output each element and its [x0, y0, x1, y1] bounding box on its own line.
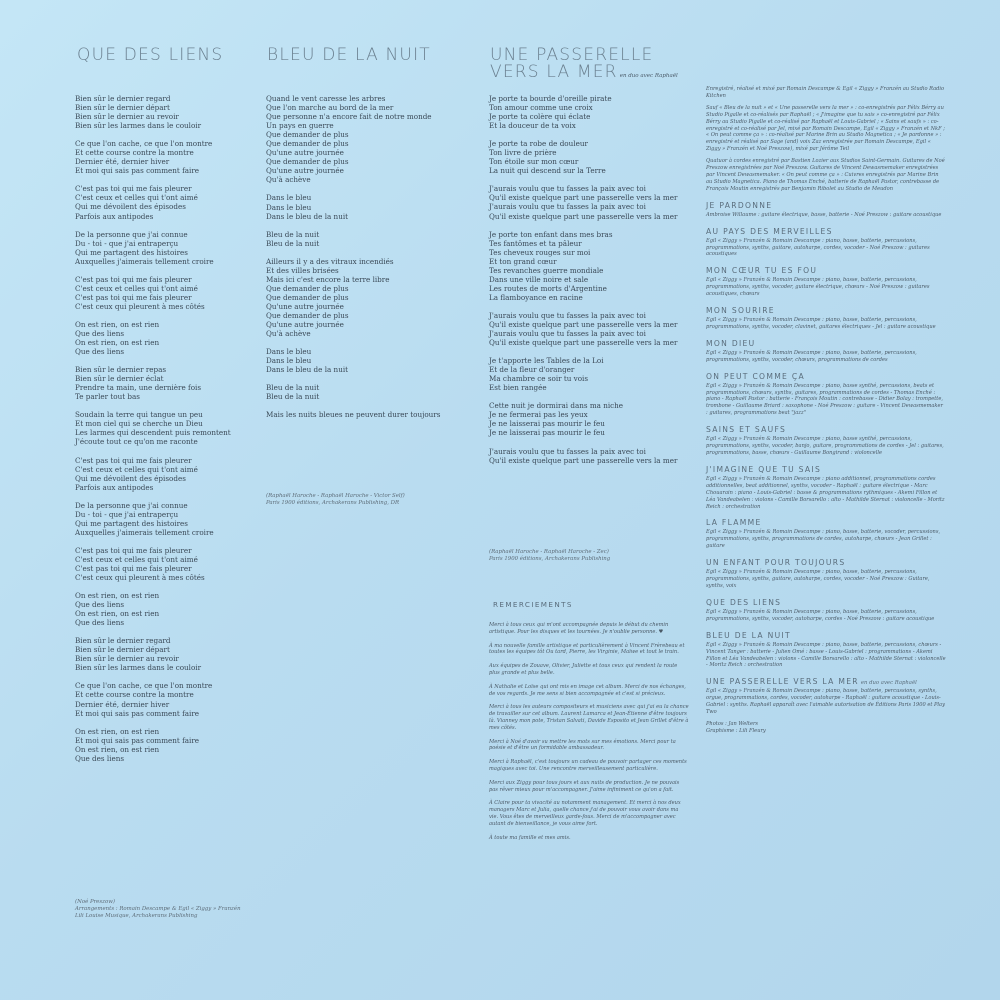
remerciements-paragraph: Merci à tous les auteurs compositeurs et musiciens avec qui j'ai eu la chance de travailler sur cet album. Laurent Lamarca et Jean-Étienne d'être toujours là. Vianney mon pote, Tristan Salvati, Davide Esposito et Jean Grillet d'être à mes côtés. — [489, 704, 689, 731]
lyric-line: On est rien, on est rien — [75, 591, 160, 601]
credits-track-title-text: QUE DES LIENS — [706, 597, 782, 607]
lyric-line: La nuit qui descend sur la Terre — [489, 166, 606, 176]
lyric-line: Qui me partagent des histoires — [75, 247, 188, 257]
lyric-stanza — [75, 456, 231, 492]
lyric-line: Bien sûr le dernier regard — [75, 94, 171, 103]
lyric-line: Prendre ta main, une dernière fois — [75, 383, 202, 393]
song-title-bleu-de-la-nuit: BLEU DE LA NUIT — [267, 45, 431, 65]
lyric-line: Bien sûr le dernier repas — [75, 365, 167, 375]
credits-track-title — [706, 306, 946, 315]
lyric-line: Et de la fleur d'oranger — [489, 365, 575, 375]
lyric-line: C'est ceux et celles qui t'ont aimé — [75, 283, 198, 293]
lyric-line: Les routes de morts d'Argentine — [489, 283, 607, 293]
lyric-line: Bien sûr le dernier départ — [75, 103, 170, 113]
lyric-stanza — [266, 383, 440, 401]
credits-track-text: Egil « Ziggy » Franzén & Romain Descampe : piano, basse, batterie, percussions, programmations, synths, guitare, autoharpe, cordes, vocoder - Noé Preszow : guitares acoustiques — [706, 237, 930, 258]
lyric-line: Qu'à achève — [266, 329, 311, 339]
lyric-line: De la personne que j'ai connue — [75, 229, 188, 239]
credits-track-title — [706, 266, 946, 275]
lyric-line: Bleu de la nuit — [266, 238, 320, 248]
lyric-stanza — [266, 347, 440, 374]
lyric-line: Bien sûr le dernier éclat — [75, 374, 164, 384]
lyric-line: Et moi qui sais pas comment faire — [75, 708, 200, 718]
lyric-line: Que demander de plus — [266, 157, 349, 167]
lyric-stanza — [75, 546, 231, 582]
lyric-line: Je porte ta robe de douleur — [489, 139, 588, 149]
lyric-line: Qu'il existe quelque part une passerelle vers la mer — [489, 319, 678, 329]
lyric-line: J'aurais voulu que tu fasses la paix avec toi — [489, 310, 646, 320]
credit-bleu-de-la-nuit — [266, 493, 405, 507]
lyric-line: Ailleurs il y a des vitraux incendiés — [266, 256, 394, 266]
lyric-line: Que l'on marche au bord de la mer — [266, 103, 394, 113]
lyric-line: Dans le bleu de la nuit — [266, 211, 349, 221]
credits-track-title-text: AU PAYS DES MERVEILLES — [706, 226, 833, 236]
lyric-stanza — [75, 139, 231, 175]
credit-line: (Noé Preszow) — [75, 899, 115, 905]
lyric-stanza — [75, 184, 231, 220]
credits-track-title-text: J'IMAGINE QUE TU SAIS — [706, 464, 822, 474]
lyric-line: Est bien rangée — [489, 383, 547, 393]
lyric-line: Dernier été, dernier hiver — [75, 157, 170, 167]
credit-line: Lili Louise Musique, Archakerans Publishing — [75, 913, 198, 920]
lyric-line: Dans le bleu — [266, 356, 312, 366]
lyric-line: Ce que l'on cache, ce que l'on montre — [75, 681, 213, 691]
credits-track-title-text: MON SOURIRE — [706, 306, 775, 316]
lyric-line: Je t'apporte les Tables de la Loi — [489, 356, 604, 366]
duo-mention: en duo avec Raphaël — [619, 73, 678, 79]
lyric-stanza — [75, 410, 231, 446]
lyric-line: Ton livre de prière — [489, 148, 557, 158]
lyric-line: Tes revanches guerre mondiale — [489, 265, 604, 275]
lyric-line: Que demander de plus — [266, 310, 349, 320]
credits-intro-paragraph: Quatuor à cordes enregistré par Bastien Lozier aux Studios Saint-Germain. Guitares de Noé Preszow enregistrées par Noé Preszow. Guitares de Vincent Dewasmemaker enregistrées par Vincent Dewasmemaker. « On peut comme ça » : Cuivres enregistrés par Marine Brin au Studio Magnetica. Piano de Thomas Enché, batterie de Raphaël Pastor, contrebasse de François Moutin enregistrés par Benjamin Ribolet au Studio de Meudon — [706, 158, 945, 192]
lyric-stanza — [75, 636, 231, 672]
credit-line: (Raphaël Haroche - Raphaël Haroche - Victor Self) — [266, 493, 405, 499]
lyric-line: Qu'une autre journée — [266, 320, 344, 330]
lyric-line: Qui me dévoilent des épisodes — [75, 202, 186, 212]
lyric-line: Que demander de plus — [266, 139, 349, 149]
credits-track-text: Egil « Ziggy » Franzén & Romain Descampe : piano, basse, batterie, percussions, programmations, synths, vocoder, autoharpe, cordes - Noé Preszow : guitare acoustique — [706, 608, 935, 622]
lyric-line: Qu'une autre journée — [266, 301, 344, 311]
lyric-line: Qu'une autre journée — [266, 148, 344, 158]
lyric-line: Que demander de plus — [266, 130, 349, 140]
lyric-line: C'est pas toi qui me fais pleurer — [75, 274, 192, 284]
credits-track-text: Egil « Ziggy » Franzén & Romain Descampe : piano, basse synthé, percussions, beats et programmations, chœurs, synths, guitares, programmations de cordes - Thomas Enché : piano - Raphaël Pastor : batterie - François Moutin : contrebasse - Didier Bolay : trompette, trombone - Guillaume Briard : saxophone - Noé Preszow : guitare - Vincent Dewasmemaker : guitares, programmations beat "jazz" — [706, 382, 943, 417]
lyric-line: Bien sûr le dernier regard — [75, 636, 171, 646]
lyric-line: Qui me partagent des histoires — [75, 518, 188, 528]
lyric-line: Ce que l'on cache, ce que l'on montre — [75, 139, 213, 149]
lyric-line: Ton amour comme une croix — [489, 103, 593, 113]
lyric-stanza — [266, 193, 440, 220]
lyrics-que-des-liens — [75, 94, 231, 772]
lyric-line: Que des liens — [75, 753, 125, 763]
lyric-line: Et cette course contre la montre — [75, 690, 194, 700]
lyrics-une-passerelle-vers-la-mer — [489, 94, 677, 474]
credits-track-duo: en duo avec Raphaël — [860, 680, 917, 687]
lyric-line: Du - toi - que j'ai entraperçu — [75, 509, 179, 519]
lyric-line: Et la douceur de ta voix — [489, 121, 576, 131]
credit-line: Arrangements : Romain Descampe & Egil « Ziggy » Franzén — [75, 906, 241, 913]
credits-track-title-text: MON CŒUR TU ES FOU — [706, 266, 818, 276]
credits-track-title — [706, 677, 946, 686]
lyric-line: On est rien, on est rien — [75, 319, 160, 329]
lyric-stanza — [266, 410, 440, 419]
lyric-line: Qu'il existe quelque part une passerelle vers la mer — [489, 338, 678, 348]
lyric-stanza — [489, 356, 677, 392]
lyric-line: Et cette course contre la montre — [75, 148, 194, 158]
lyric-line: Te parler tout bas — [75, 392, 140, 402]
lyric-line: Bien sûr les larmes dans le couloir — [75, 121, 202, 131]
credits-intro-paragraph: Enregistré, réalisé et mixé par Romain Descampe & Egil « Ziggy » Franzén au Studio Radio Kitchen — [706, 86, 945, 99]
lyric-line: C'est pas toi qui me fais pleurer — [75, 292, 192, 302]
remerciements-title: REMERCIEMENTS — [493, 600, 573, 609]
credits-intro-paragraph: Sauf « Bleu de la nuit » et « Une passerelle vers la mer » : co-enregistrés par Félix Bérry au Studio Pigalle et co-réalisés par Raphaël ; « J'imagine que tu sais » co-enregistré par Félix Bérry au Studio Pigalle et co-réalisé par Raphaël et Louis-Gabriel ; « Sains et saufs » : co-enregistré et co-réalisé par Jel, mixé par Romain Descampe, Egil « Ziggy » Franzén et NkF ; « On peut comme ça » : co-réalisé par Marine Brin au Studio Magnetica ; « Je pardonne » : enregistré et réalisé par Sage (and) voix Zaz enregistrée par Romain Descampe, Egil « Ziggy » Franzén et Noé Preszow), mixé par Jérôme Teil — [706, 104, 946, 153]
lyric-line: Dans le bleu — [266, 347, 312, 357]
lyric-line: C'est ceux qui pleurent à mes côtés — [75, 573, 205, 583]
lyric-stanza — [489, 401, 677, 437]
lyric-line: Auxquelles j'aimerais tellement croire — [75, 256, 214, 266]
lyric-line: Tes cheveux rouges sur moi — [489, 247, 591, 257]
lyric-line: J'écoute tout ce qu'on me raconte — [75, 437, 198, 447]
lyric-line: C'est pas toi qui me fais pleurer — [75, 563, 192, 573]
lyric-line: Que personne n'a encore fait de notre monde — [266, 112, 432, 122]
credits-track-text: Egil « Ziggy » Franzén & Romain Descampe : piano, basse, batterie, percussions, programmations, synths, guitare, autoharpe, cordes, vocoder - Noé Preszow : Guitare, synths, voix — [706, 569, 930, 589]
lyric-stanza — [266, 230, 440, 248]
credits-track-text: Egil « Ziggy » Franzén & Romain Descampe : piano additionnel, programmations cordes additionnelles, beat additionnel, synths, vocoder - Raphaël : guitare électrique - Marc Chouarain : piano - Louis-Gabriel : basse & programmations rythmiques - Akemi Fillon et Léa Vandeabelen : violons - Camille Borsarello : alto - Mathilde Sternat : violoncelle - Moritz Reich : orchestration — [706, 475, 945, 510]
lyric-line: Je ne laisserai pas mourir le feu — [489, 419, 605, 429]
lyric-line: Ma chambre ce soir tu vois — [489, 374, 589, 384]
lyric-line: Dans le bleu — [266, 202, 312, 212]
credit-que-des-liens — [75, 899, 241, 921]
lyric-line: J'aurais voulu que tu fasses la paix avec toi — [489, 202, 646, 212]
song-title-que-des-liens: QUE DES LIENS — [77, 45, 224, 65]
lyric-line: Je porte ta bourde d'oreille pirate — [489, 94, 612, 103]
lyric-line: Et moi qui sais pas comment faire — [75, 735, 200, 745]
remerciements-paragraph: À toute ma famille et mes amis. — [489, 834, 571, 841]
lyric-line: Qu'à achève — [266, 175, 311, 185]
lyric-line: Mais les nuits bleues ne peuvent durer toujours — [266, 410, 441, 420]
lyric-stanza — [75, 681, 231, 717]
credits-track-text: Egil « Ziggy » Franzén & Romain Descampe : piano, basse, batterie, vocoder, percussions, programmations, synths, programmations de cordes, autoharpe, chœurs - Jean Grillet : guitare — [706, 529, 941, 550]
credit-line: Paris 1900 éditions, Archakerans Publishing, DR — [266, 500, 400, 507]
lyric-line: Que des liens — [75, 600, 125, 610]
lyric-stanza — [489, 94, 677, 130]
credits-track-text: Egil « Ziggy » Franzén & Romain Descampe : piano, basse, batterie, percussions, programmations, synths, vocoder, guitare électrique, chœurs - Noé Preszow : guitares acoustiques, chœurs — [706, 277, 930, 298]
remerciements-paragraph: Merci à tous ceux qui m'ont accompagnée depuis le début du chemin artistique. Pour les disques et les tournées. Je n'oublie personne. ♥ — [489, 622, 669, 635]
credits-track-title — [706, 465, 946, 474]
credits-track-title-text: UN ENFANT POUR TOUJOURS — [706, 558, 846, 568]
song-title-une-passerelle-line2 — [490, 64, 678, 85]
lyric-line: Que demander de plus — [266, 292, 349, 302]
lyric-line: Bien sûr le dernier au revoir — [75, 112, 179, 122]
lyric-line: Parfois aux antipodes — [75, 482, 154, 492]
lyric-line: C'est pas toi qui me fais pleurer — [75, 184, 192, 194]
lyric-line: Je ne fermerai pas les yeux — [489, 410, 588, 420]
lyric-line: Ton étoile sur mon cœur — [489, 157, 579, 167]
lyric-stanza — [489, 139, 677, 175]
lyric-line: Et ton grand cœur — [489, 256, 557, 266]
lyric-line: La flamboyance en racine — [489, 292, 583, 302]
lyric-line: Bleu de la nuit — [266, 392, 320, 402]
credits-track-text: Egil « Ziggy » Franzén & Romain Descampe : piano, basse, batterie, percussions, chœurs - Vincent Tanger : batterie - Julien Omé : basse - Louis-Gabriel : programmations - Akemi Fillon et Léa Vandeabelen : violons - Camille Borsarello : alto - Mathilde Sternat : violoncelle - Moritz Reich : orchestration — [706, 641, 946, 669]
lyric-line: On est rien, on est rien — [75, 744, 160, 754]
lyric-line: Tes fantômes et ta pâleur — [489, 238, 582, 248]
lyrics-bleu-de-la-nuit — [266, 94, 440, 428]
remerciements-paragraph: À Nathalie et Loïse qui ont mis en image cet album. Merci de nos échanges, de vos regards. Je me sens si bien accompagnée et c'est si précieux. — [489, 683, 686, 697]
credits-track-title-text: ON PEUT COMME ÇA — [706, 371, 805, 381]
remerciements-paragraph: Aux équipes de Zouave, Olivier, Juliette et tous ceux qui rendent la route plus grande et plus belle. — [489, 663, 678, 676]
lyric-line: Que des liens — [75, 347, 125, 357]
lyric-line: Bleu de la nuit — [266, 229, 320, 239]
lyric-stanza — [266, 94, 440, 184]
lyric-stanza — [75, 230, 231, 266]
lyric-stanza — [489, 447, 677, 465]
lyric-stanza — [266, 257, 440, 338]
lyric-line: Et mon ciel qui se cherche un Dieu — [75, 419, 203, 429]
lyric-line: Soudain la terre qui tangue un peu — [75, 410, 203, 420]
credit-line: Paris 1900 éditions, Archakerans Publishing — [489, 556, 611, 563]
lyric-line: Et des villes brisées — [266, 265, 339, 275]
lyric-stanza — [75, 320, 231, 356]
remerciements-paragraph: Merci à Noé d'avoir su mettre les mots sur mes émotions. Merci pour ta poésie et d'être un formidable ambassadeur. — [489, 738, 676, 752]
credits-track-title — [706, 631, 946, 640]
credits-track-title-text: JE PARDONNE — [706, 200, 773, 210]
lyric-line: Qu'une autre journée — [266, 166, 344, 176]
credits-track-title-text: LA FLAMME — [706, 518, 762, 528]
lyric-line: Bleu de la nuit — [266, 383, 320, 393]
lyric-line: Je ne laisserai pas mourir le feu — [489, 428, 605, 438]
lyric-line: Que des liens — [75, 618, 125, 628]
remerciements-paragraph: Merci aux Ziggy pour tous jours et aux nuits de production. Je ne pouvais pas rêver mieux pour m'accompagner. J'aime infiniment ce qu'on a fait. — [489, 779, 680, 793]
lyric-line: C'est pas toi qui me fais pleurer — [75, 455, 192, 465]
lyric-stanza — [489, 230, 677, 302]
credits-track-title — [706, 227, 946, 236]
credits-track-text: Egil « Ziggy » Franzén & Romain Descampe : piano, basse, batterie, percussions, synths, orgue, programmations, cordes, vocoder, autoharpe - Raphaël : guitare acoustique - Louis-Gabriel : synths. Raphaël apparaît avec l'aimable autorisation de Éditions Paris 1900 et Play Two — [706, 688, 945, 716]
lyric-stanza — [75, 591, 231, 627]
lyric-line: C'est ceux et celles qui t'ont aimé — [75, 464, 198, 474]
credits-track-title — [706, 372, 946, 381]
lyric-line: Auxquelles j'aimerais tellement croire — [75, 527, 214, 537]
lyric-line: Cette nuit je dormirai dans ma niche — [489, 401, 624, 411]
lyric-line: Qu'il existe quelque part une passerelle vers la mer — [489, 211, 678, 221]
credits-track-title-text: BLEU DE LA NUIT — [706, 630, 791, 640]
credits-track-title-text: UNE PASSERELLE VERS LA MER — [706, 677, 859, 687]
credits-track-title-text: SAINS ET SAUFS — [706, 425, 787, 435]
credits-track-text: Egil « Ziggy » Franzén & Romain Descampe : piano, basse, batterie, percussions, programmations, synths, vocoder, clavinet, guitares électriques - Jel : guitare acoustique — [706, 317, 936, 330]
credits-track-title — [706, 339, 946, 348]
lyric-line: Que demander de plus — [266, 283, 349, 293]
lyric-line: Dans le bleu de la nuit — [266, 365, 349, 375]
photo-credit: Photos : Jan Welters — [706, 720, 759, 727]
lyric-line: Que des liens — [75, 328, 125, 338]
credits-track-text: Egil « Ziggy » Franzén & Romain Descampe : piano, basse, batterie, percussions, programmations, synths, vocoder, chœurs, programmations de cordes — [706, 349, 917, 363]
lyric-stanza — [489, 184, 677, 220]
lyric-line: Mais ici c'est encore la terre libre — [266, 274, 390, 284]
lyric-stanza — [75, 365, 231, 401]
lyric-line: Qu'il existe quelque part une passerelle vers la mer — [489, 455, 678, 465]
lyric-line: Dans le bleu — [266, 193, 312, 203]
credits-track-title-text: MON DIEU — [706, 338, 756, 348]
lyric-line: De la personne que j'ai connue — [75, 500, 188, 510]
lyric-line: On est rien, on est rien — [75, 609, 160, 619]
lyric-line: Parfois aux antipodes — [75, 211, 154, 221]
credits-track-text: Ambroise Willaume : guitare électrique, basse, batterie - Noé Preszow : guitare acoustique — [706, 211, 942, 218]
lyric-line: C'est ceux et celles qui t'ont aimé — [75, 554, 198, 564]
credits-track-title — [706, 558, 946, 567]
credits-track-title — [706, 201, 946, 210]
song-title-une-passerelle-line2-text: VERS LA MER — [490, 62, 618, 82]
lyric-stanza — [75, 727, 231, 763]
credits-track-text: Egil « Ziggy » Franzén & Romain Descampe : piano, basse synthé, percussions, programmations, synths, vocoder, banjo, guitare, programmations de cordes - Jel : guitares, programmations, basse, chœurs - Guillaume Bongirand : violoncelle — [706, 436, 944, 456]
lyric-line: On est rien, on est rien — [75, 338, 160, 348]
lyric-line: Qui me dévoilent des épisodes — [75, 473, 186, 483]
lyric-line: Dans une ville noire et sale — [489, 274, 589, 284]
lyric-line: Dernier été, dernier hiver — [75, 699, 170, 709]
lyric-line: Je porte ta colère qui éclate — [489, 112, 591, 122]
lyric-line: Qu'il existe quelque part une passerelle vers la mer — [489, 193, 678, 203]
lyric-line: C'est pas toi qui me fais pleurer — [75, 545, 192, 555]
lyric-line: C'est ceux et celles qui t'ont aimé — [75, 193, 198, 203]
song-title-une-passerelle-line1: UNE PASSERELLE — [490, 45, 654, 65]
lyric-line: On est rien, on est rien — [75, 726, 160, 736]
lyric-line: C'est ceux qui pleurent à mes côtés — [75, 301, 205, 311]
lyric-line: Un pays en guerre — [266, 121, 334, 131]
credits-track-title — [706, 598, 946, 607]
credits-track-title — [706, 518, 946, 527]
lyric-line: Les larmes qui descendent puis remontent — [75, 428, 231, 438]
lyric-line: Bien sûr le dernier au revoir — [75, 654, 179, 664]
lyric-line: Et moi qui sais pas comment faire — [75, 166, 200, 176]
lyric-line: J'aurais voulu que tu fasses la paix avec toi — [489, 446, 646, 456]
lyric-stanza — [75, 275, 231, 311]
credit-line: (Raphaël Haroche - Raphaël Haroche - Zec) — [489, 549, 609, 555]
lyric-stanza — [489, 311, 677, 347]
design-credit: Graphisme : Lili Fleury — [706, 727, 766, 734]
remerciements-paragraph: À ma nouvelle famille artistique et particulièrement à Vincent Frèrebeau et toutes les équipes tôt Ou tard, Pierre, les Virginie, Maïwe et tout le train. — [489, 642, 685, 656]
lyric-line: Bien sûr le dernier départ — [75, 645, 170, 655]
lyric-line: J'aurais voulu que tu fasses la paix avec toi — [489, 184, 646, 194]
lyric-line: Bien sûr les larmes dans le couloir — [75, 663, 202, 673]
remerciements-paragraph: À Claire pour ta vivacité au notamment management. Et merci à nos deux managers Marc et Julia, quelle chance j'ai de pouvoir vous avoir dans ma vie. Vous êtes de merveilleux garde-fous. Merci de m'accompagner avec autant de bienveillance, je vous aime fort. — [489, 800, 681, 827]
lyric-line: Du - toi - que j'ai entraperçu — [75, 238, 179, 248]
credit-une-passerelle — [489, 549, 610, 563]
credits-track-title — [706, 425, 946, 434]
remerciements-text — [489, 622, 689, 848]
lyric-line: J'aurais voulu que tu fasses la paix avec toi — [489, 329, 646, 339]
remerciements-paragraph: Merci à Raphaël, c'est toujours un cadeau de pouvoir partager ces moments magiques avec toi. Une rencontre merveilleusement particulière. — [489, 759, 687, 772]
lyric-line: Quand le vent caresse les arbres — [266, 94, 386, 103]
lyric-stanza — [75, 501, 231, 537]
lyric-stanza — [75, 94, 231, 130]
lyric-line: Je porte ton enfant dans mes bras — [489, 229, 613, 239]
credits-column — [706, 86, 946, 735]
